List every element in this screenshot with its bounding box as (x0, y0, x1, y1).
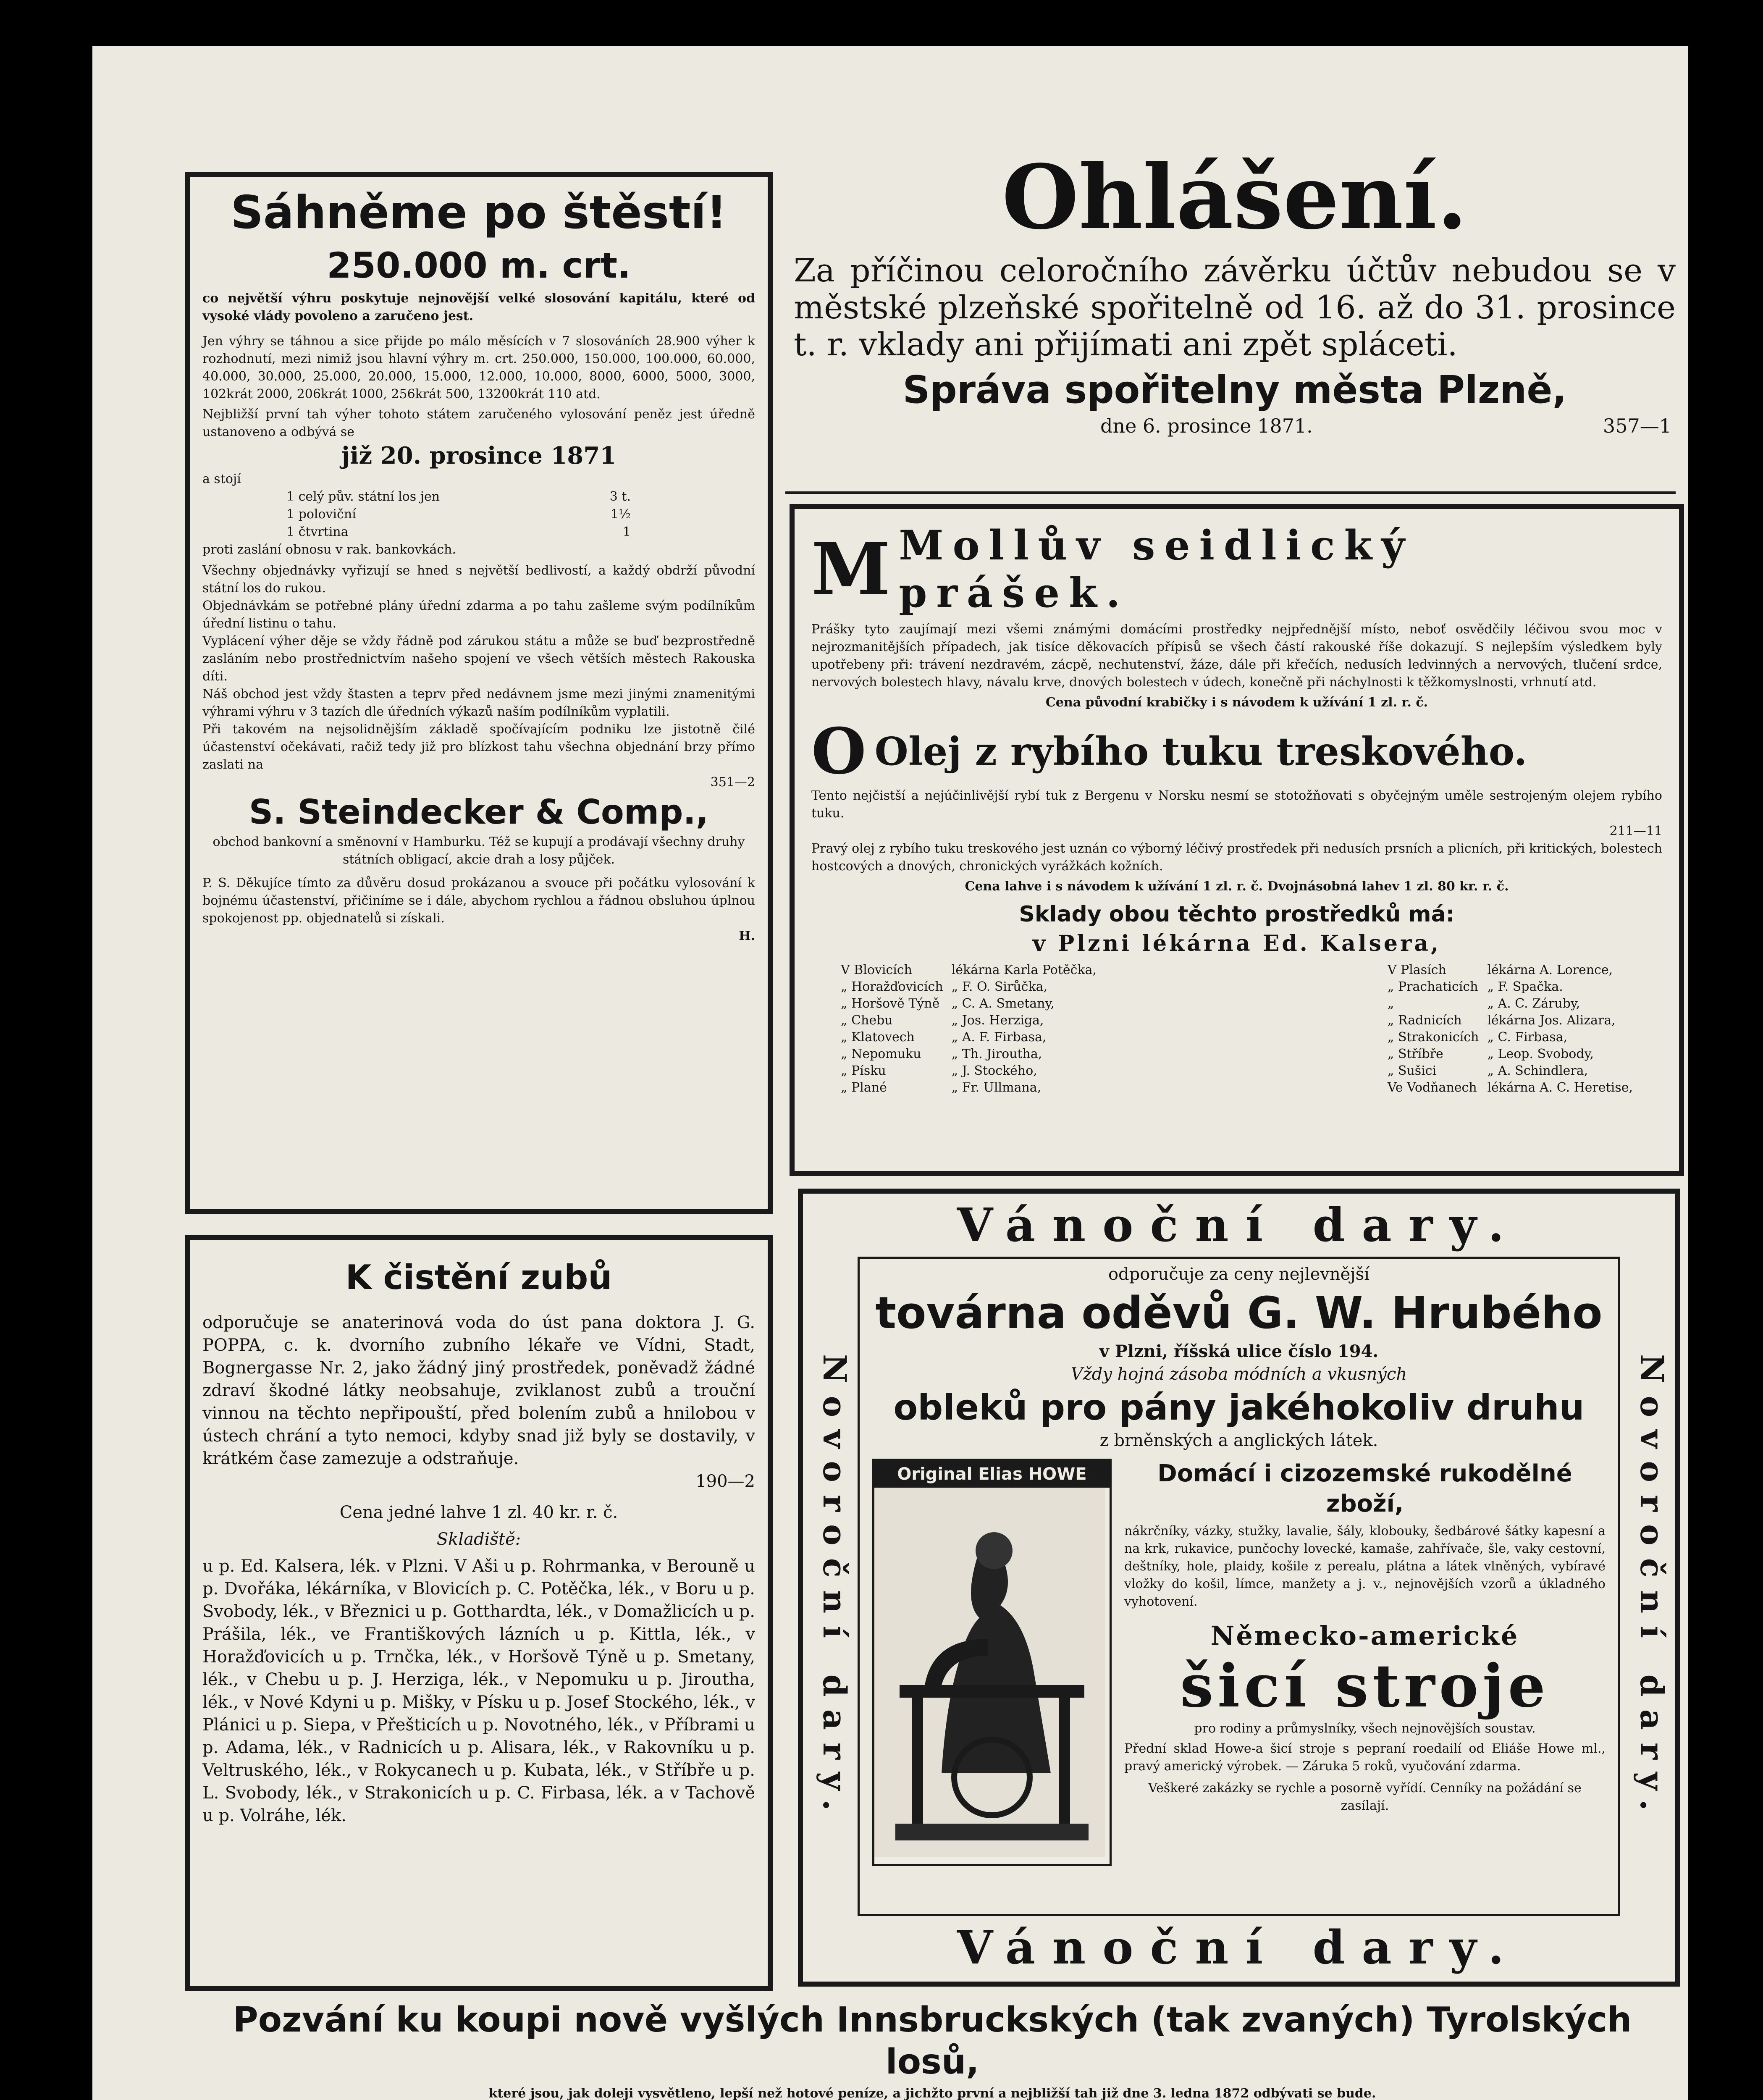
steindecker-body7: Při takovém na nejsolidnějším základě spočívajícím podniku lze jistotně čilé účastenství očekávati, račiž tedy již pro blízkost tahu všechna objednání brzy přímo zaslati na (202, 722, 755, 772)
announcement-date: dne 6. prosince 1871. (1100, 415, 1313, 437)
moll-ad (790, 504, 1684, 1176)
xmas-machines-desc: pro rodiny a průmyslníky, všech nejnovějších soustav. (1194, 1721, 1536, 1736)
depot-row: „ Prachaticích „ F. Spačka. (1387, 979, 1563, 994)
steindecker-intro: co největší výhru poskytuje nejnovější velké slosování kapitálu, které od vysoké vlády povoleno a zaručeno jest. (202, 291, 755, 323)
steindecker-price-note: proti zaslání obnosu v rak. bankovkách. (202, 542, 456, 557)
xmas-stock: Vždy hojná zásoba módních a vkusných (1070, 1365, 1407, 1384)
announcement-divider (785, 491, 1676, 494)
price-row: 1 celý pův. státní los jen 3 t. (286, 489, 631, 504)
depot-row: „ Chebu „ Jos. Herziga, (841, 1013, 1044, 1028)
depot-row: „ Klatovech „ A. F. Firbasa, (841, 1030, 1047, 1045)
xmas-howe: Přední sklad Howe-a šicí stroje s pepraní roedailí od Eliáše Howe ml., pravý americký výrobek. — Záruka 5 roků, vyučování zdarma. (1124, 1741, 1606, 1774)
xmas-top-banner: Vánoční dary. (957, 1198, 1521, 1252)
announcement-signature: Správa spořitelny města Plzně, (902, 368, 1567, 412)
announcement-footer (781, 413, 1688, 438)
steindecker-body2: Nejbližší první tah výher tohoto státem zaručeného vylosování peněz jest úředně ustanoveno a odbývá se (202, 407, 755, 439)
oil-title: O Olej z rybího tuku treskového. (811, 714, 1527, 788)
announcement-title: Ohlášení. (1002, 145, 1468, 249)
depot-row: „ Radnicích lékárna Jos. Alizara, (1387, 1013, 1616, 1028)
price-row: 1 čtvrtina 1 (286, 525, 631, 539)
xmas-intro: odporučuje za ceny nejlevnější (1108, 1265, 1370, 1284)
depot-row: V Plasích lékárna A. Lorence, (1387, 963, 1613, 977)
teeth-title: K čistění zubů (345, 1258, 612, 1297)
innsbruck-lottery-ad (185, 1999, 1680, 2100)
steindecker-body3: Všechny objednávky vyřizují se hned s největší bedlivostí, a každý obdrží původní státní los do rukou. (202, 563, 755, 596)
steindecker-ps-sign: H. (739, 929, 755, 943)
oil-price: Cena lahve i s návodem k užívání 1 zl. r. č. Dvojnásobná lahev 1 zl. 80 kr. r. č. (965, 879, 1509, 894)
moll-depots-left (837, 962, 1101, 1096)
depot-row: Ve Vodňanech lékárna A. C. Heretise, (1387, 1080, 1633, 1095)
xmas-inner (858, 1257, 1620, 1916)
xmas-goods: nákrčníky, vázky, stužky, lavalie, šály, klobouky, šedbárové šátky kapesní a na krk, rukavice, punčochy lovecké, kamaše, zahřívače, šle, vaky cestovní, deštníky, hole, plaidy, košile z perealu, plátna a látek vlněných, vybíravé vložky do košil, límce, manžety a j. v., nejnovějších vzorů a úkladného vyhotovení. (1124, 1524, 1606, 1609)
depot-row: „ Horažďovicích „ F. O. Sirůčka, (841, 979, 1048, 994)
steindecker-body1: Jen výhry se táhnou a sice přijde po málo měsících v 7 slosováních 28.900 výher k rozhodnutí, mezi nimiž jsou hlavní výhry m. crt. 250.000, 150.000, 100.000, 60.000, 40.000, 30.000, 25.000, 20.000, 15.000, 12.000, 10.000, 8000, 6000, 5000, 3000, 102krát 2000, 206krát 1000, 256krát 500, 13200krát 110 atd. (202, 334, 755, 402)
xmas-goods-title: Domácí i cizozemské rukodělné zboží, (1157, 1460, 1572, 1517)
newspaper-page (92, 46, 1688, 2100)
xmas-bottom-banner: Vánoční dary. (957, 1920, 1521, 1974)
sewing-machine-label: Original Elias HOWE (874, 1461, 1110, 1488)
oil-ref: 211—11 (1609, 824, 1662, 838)
depot-row: „ Horšově Týně „ C. A. Smetany, (841, 996, 1055, 1011)
price-row: 1 poloviční 1½ (286, 507, 631, 522)
moll-depots-columns (811, 962, 1662, 1096)
depot-row: „ Stříbře „ Leop. Svobody, (1387, 1047, 1594, 1061)
steindecker-body4: Objednávkám se potřebné plány úřední zdarma a po tahu zašleme svým podílníkům úřední listinu o tahu. (202, 598, 755, 631)
teeth-depots-title: Skladiště: (436, 1530, 521, 1549)
announcement-body: Za příčinou celoročního závěrku účtův nebudou se v městské plzeňské spořitelně od 16. až do 31. prosince t. r. vklady ani přijímati ani zpět spláceti. (794, 252, 1676, 363)
depot-row: „ Sušici „ A. Schindlera, (1387, 1063, 1588, 1078)
depot-row: „ „ A. C. Záruby, (1387, 996, 1580, 1011)
depot-row: „ Nepomuku „ Th. Jiroutha, (841, 1047, 1042, 1061)
xmas-suits: obleků pro pány jakéhokoliv druhu (893, 1387, 1585, 1428)
lottery-ad-steindecker (185, 172, 773, 1214)
steindecker-title: Sáhněme po štěstí! (231, 186, 727, 239)
depot-row: „ Plané „ Fr. Ullmana, (841, 1080, 1042, 1095)
xmas-goods-column (1112, 1459, 1606, 1866)
steindecker-firm-desc: obchod bankovní a směnovní v Hamburku. Též se kupují a prodávají všechny druhy státních obligací, akcie drah a losy půjček. (213, 835, 745, 867)
oil-body2: Pravý olej z rybího tuku treskového jest uznán co výborný léčivý prostředek při nedusích prsních a plicních, při kritických, bolestech hostcových a dnových, chronických vyrážkách kožních. (811, 841, 1662, 874)
depot-row: „ Strakonicích „ C. Firbasa, (1387, 1030, 1568, 1045)
steindecker-ps: P. S. Děkujíce tímto za důvěru dosud prokázanou a svouce při počátku vylosování k bojnému účastenství, přičiníme se i dále, abychom rychlou a řádnou obsluhou úplnou spokojenost pp. objednatelů si získali. (202, 876, 755, 926)
xmas-lower (872, 1459, 1606, 1866)
innsbruck-title: Pozvání ku koupi nově vyšlých Innsbruckských (tak zvaných) Tyrolských losů, (233, 2000, 1632, 2082)
xmas-right-vertical: Novoroční dary. (1633, 1354, 1671, 1823)
xmas-orders: Veškeré zakázky se rychle a posorně vyřídí. Cenníky na požádání se zasílají. (1148, 1781, 1582, 1813)
oil-body: Tento nejčistší a nejúčinlivější rybí tuk z Bergenu v Norsku nesmí se stotožňovati s obyčejným uměle sestrojeným olejem rybího tuku. (811, 788, 1662, 821)
sewing-machine-image (872, 1459, 1112, 1866)
xmas-address: v Plzni, říšská ulice číslo 194. (1099, 1341, 1379, 1361)
announcement (781, 147, 1688, 491)
steindecker-date: již 20. prosince 1871 (341, 442, 617, 470)
teeth-price: Cena jedné lahve 1 zl. 40 kr. r. č. (339, 1503, 618, 1522)
depot-row: V Blovicích lékárna Karla Potěčka, (841, 963, 1097, 977)
sewing-woman-illustration (874, 1488, 1105, 1857)
teeth-ad (185, 1235, 773, 1991)
xmas-left-vertical: Novoroční dary. (816, 1354, 853, 1823)
depot-row: „ Písku „ J. Stockého, (841, 1063, 1037, 1078)
teeth-body: odporučuje se anaterinová voda do úst pana doktora J. G. POPPA, c. k. dvorního zubního lékaře ve Vídni, Stadt, Bognergasse Nr. 2, jako žádný jiný prostředek, poněvadž žádné zdraví škodné látky neobsahuje, zviklanost zubů a trouční vinnou na těchto nepřipouští, před bolením zubů a hnilobou v ústech chrání a tyto nemoci, kdyby snad již byly se dostavily, v krátkém čase zamezuje a odstraňuje. (202, 1313, 755, 1468)
xmas-fabrics: z brněnských a anglických látek. (1099, 1431, 1378, 1450)
xmas-machines-title: Německo-americké (1210, 1620, 1519, 1651)
moll-body: Prášky tyto zaujímají mezi všemi známými domácími prostředky nejpřednější místo, neboť osvědčily léčivou svou moc v nejrozmanitějších případech, jak tisíce děkovacích přípisů se všech částí rakouské říše dokazují. S nejlepším výsledkem byly upotřebeny při: trávení nezdravém, zácpě, nechutenství, žáze, dále při křečích, nedusích ledvinných a nervových, tlučení srdce, nervových bolestech hlavy, návalu krve, dnových bolestech v údech, konečně při náchylnosti k těžkomyslnosti, vrhnutí atd. (811, 622, 1662, 690)
steindecker-firm: S. Steindecker & Comp., (249, 793, 709, 832)
moll-depots-line: v Plzni lékárna Ed. Kalsera, (1032, 931, 1441, 956)
steindecker-amount: 250.000 m. crt. (327, 245, 631, 286)
steindecker-ref: 351—2 (710, 775, 755, 790)
steindecker-body5: Vyplácení výher děje se vždy řádně pod zárukou státu a může se buď bezprostředně zasláním nebo prostřednictvím našeho spojení ve všech větších městech Rakouska díti. (202, 634, 755, 684)
moll-price: Cena původní krabičky i s návodem k užívání 1 zl. r. č. (1045, 695, 1428, 710)
moll-depots-title: Sklady obou těchto prostředků má: (1019, 902, 1455, 927)
steindecker-stoji: a stojí (202, 472, 241, 486)
teeth-ref: 190—2 (695, 1472, 755, 1491)
steindecker-price-list (286, 488, 631, 541)
moll-title: M Mollův seidlický prášek. (811, 522, 1414, 617)
announcement-ref: 357—1 (1603, 415, 1671, 437)
xmas-ad (798, 1189, 1680, 1987)
innsbruck-subtitle: které jsou, jak doleji vysvětleno, lepší než hotové peníze, a jichžto první a nejbližší tah již dne 3. ledna 1872 odbývati se bude. (488, 2086, 1376, 2100)
steindecker-body6: Náš obchod jest vždy štasten a teprv před nedávnem jsme mezi jinými znamenitými výhrami výhru v 3 tazích dle úředních výkazů naším podílníkům vyplatili. (202, 687, 755, 719)
xmas-machines: šicí stroje (1180, 1652, 1550, 1721)
xmas-firm: továrna oděvů G. W. Hrubého (875, 1287, 1603, 1339)
moll-depots-right (1383, 962, 1637, 1096)
teeth-depots: u p. Ed. Kalsera, lék. v Plzni. V Aši u p. Rohrmanka, v Berouně u p. Dvořáka, lékárníka, v Blovicích p. C. Potěčka, lék., v Boru u p. Svobody, lék., v Březnici u p. Gotthardta, lék., v Domažlicích u p. Prášila, lék., ve Františkových lázních u p. Kittla, lék., v Horažďovicích u p. Trnčka, lék., v Horšově Týně u p. Smetany, lék., v Chebu u p. J. Herziga, lék., v Nepomuku u p. Jiroutha, lék., v Nové Kdyni u p. Mišky, v Písku u p. Josef Stockého, lék., v Plánici u p. Siepa, v Přešticích u p. Novotného, lék., v Příbrami u p. Adama, lék., v Radnicích u p. Alisara, lék., v Rakovníku u p. Veltruského, lék., v Rokycanech u p. Kubata, lék., v Stříbře u p. L. Svobody, lék., v Strakonicích u p. C. Firbasa, lék. a v Tachově u p. Volráhe, lék. (202, 1557, 755, 1825)
